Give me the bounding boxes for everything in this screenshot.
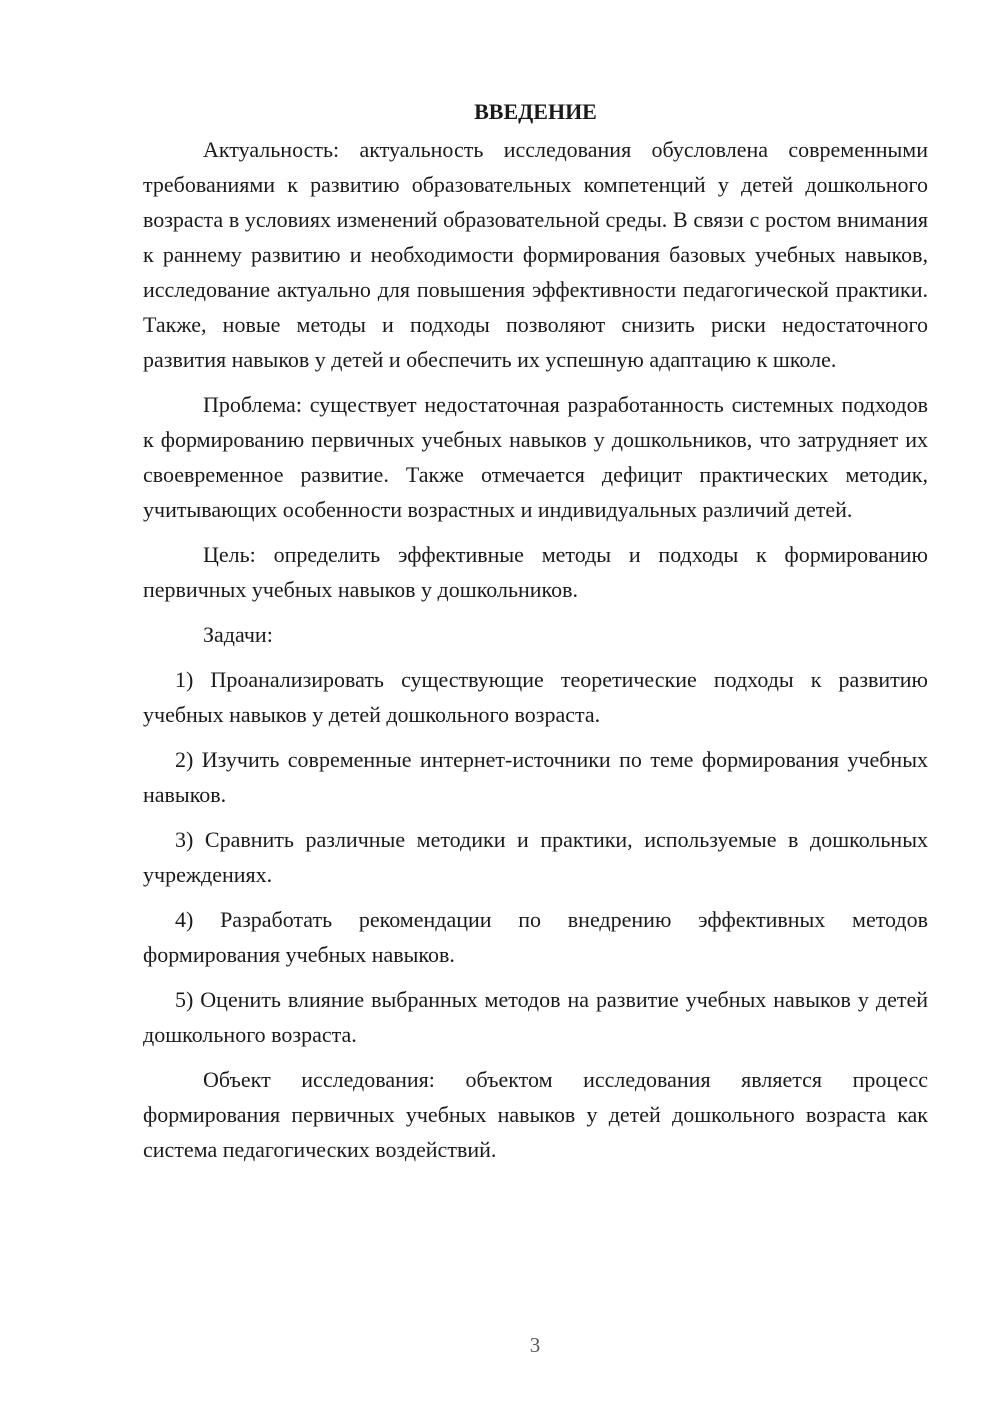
task-item-4: 4) Разработать рекомендации по внедрению эффективных методов формирования учебных навыков. [143, 907, 928, 967]
paragraph-object: Объект исследования: объектом исследования является процесс формирования первичных учебных навыков у детей дошкольного возраста как система педагогических воздействий. [143, 1067, 928, 1162]
tasks-label: Задачи: [203, 622, 273, 647]
page-number: 3 [529, 1333, 541, 1357]
task-item-3: 3) Сравнить различные методики и практики, используемые в дошкольных учреждениях. [143, 827, 928, 887]
document-page [143, 94, 928, 1177]
paragraph-goal: Цель: определить эффективные методы и подходы к формированию первичных учебных навыков у дошкольников. [143, 542, 928, 602]
paragraph-relevance: Актуальность: актуальность исследования обусловлена современными требованиями к развитию образовательных компетенций у детей дошкольного возраста в условиях изменений образовательной среды. В связи с ростом внимания к раннему развитию и необходимости формирования базовых учебных навыков, исследование актуально для повышения эффективности педагогической практики. Также, новые методы и подходы позволяют снизить риски недостаточного развития навыков у детей и обеспечить их успешную адаптацию к школе. [143, 137, 928, 372]
task-item-1: 1) Проанализировать существующие теоретические подходы к развитию учебных навыков у детей дошкольного возраста. [143, 667, 928, 727]
paragraph-problem: Проблема: существует недостаточная разработанность системных подходов к формированию первичных учебных навыков у дошкольников, что затрудняет их своевременное развитие. Также отмечается дефицит практических методик, учитывающих особенности возрастных и индивидуальных различий детей. [143, 392, 928, 522]
task-item-5: 5) Оценить влияние выбранных методов на развитие учебных навыков у детей дошкольного возраста. [143, 987, 928, 1047]
task-item-2: 2) Изучить современные интернет-источники по теме формирования учебных навыков. [143, 747, 928, 807]
section-title: ВВЕДЕНИЕ [474, 99, 597, 124]
